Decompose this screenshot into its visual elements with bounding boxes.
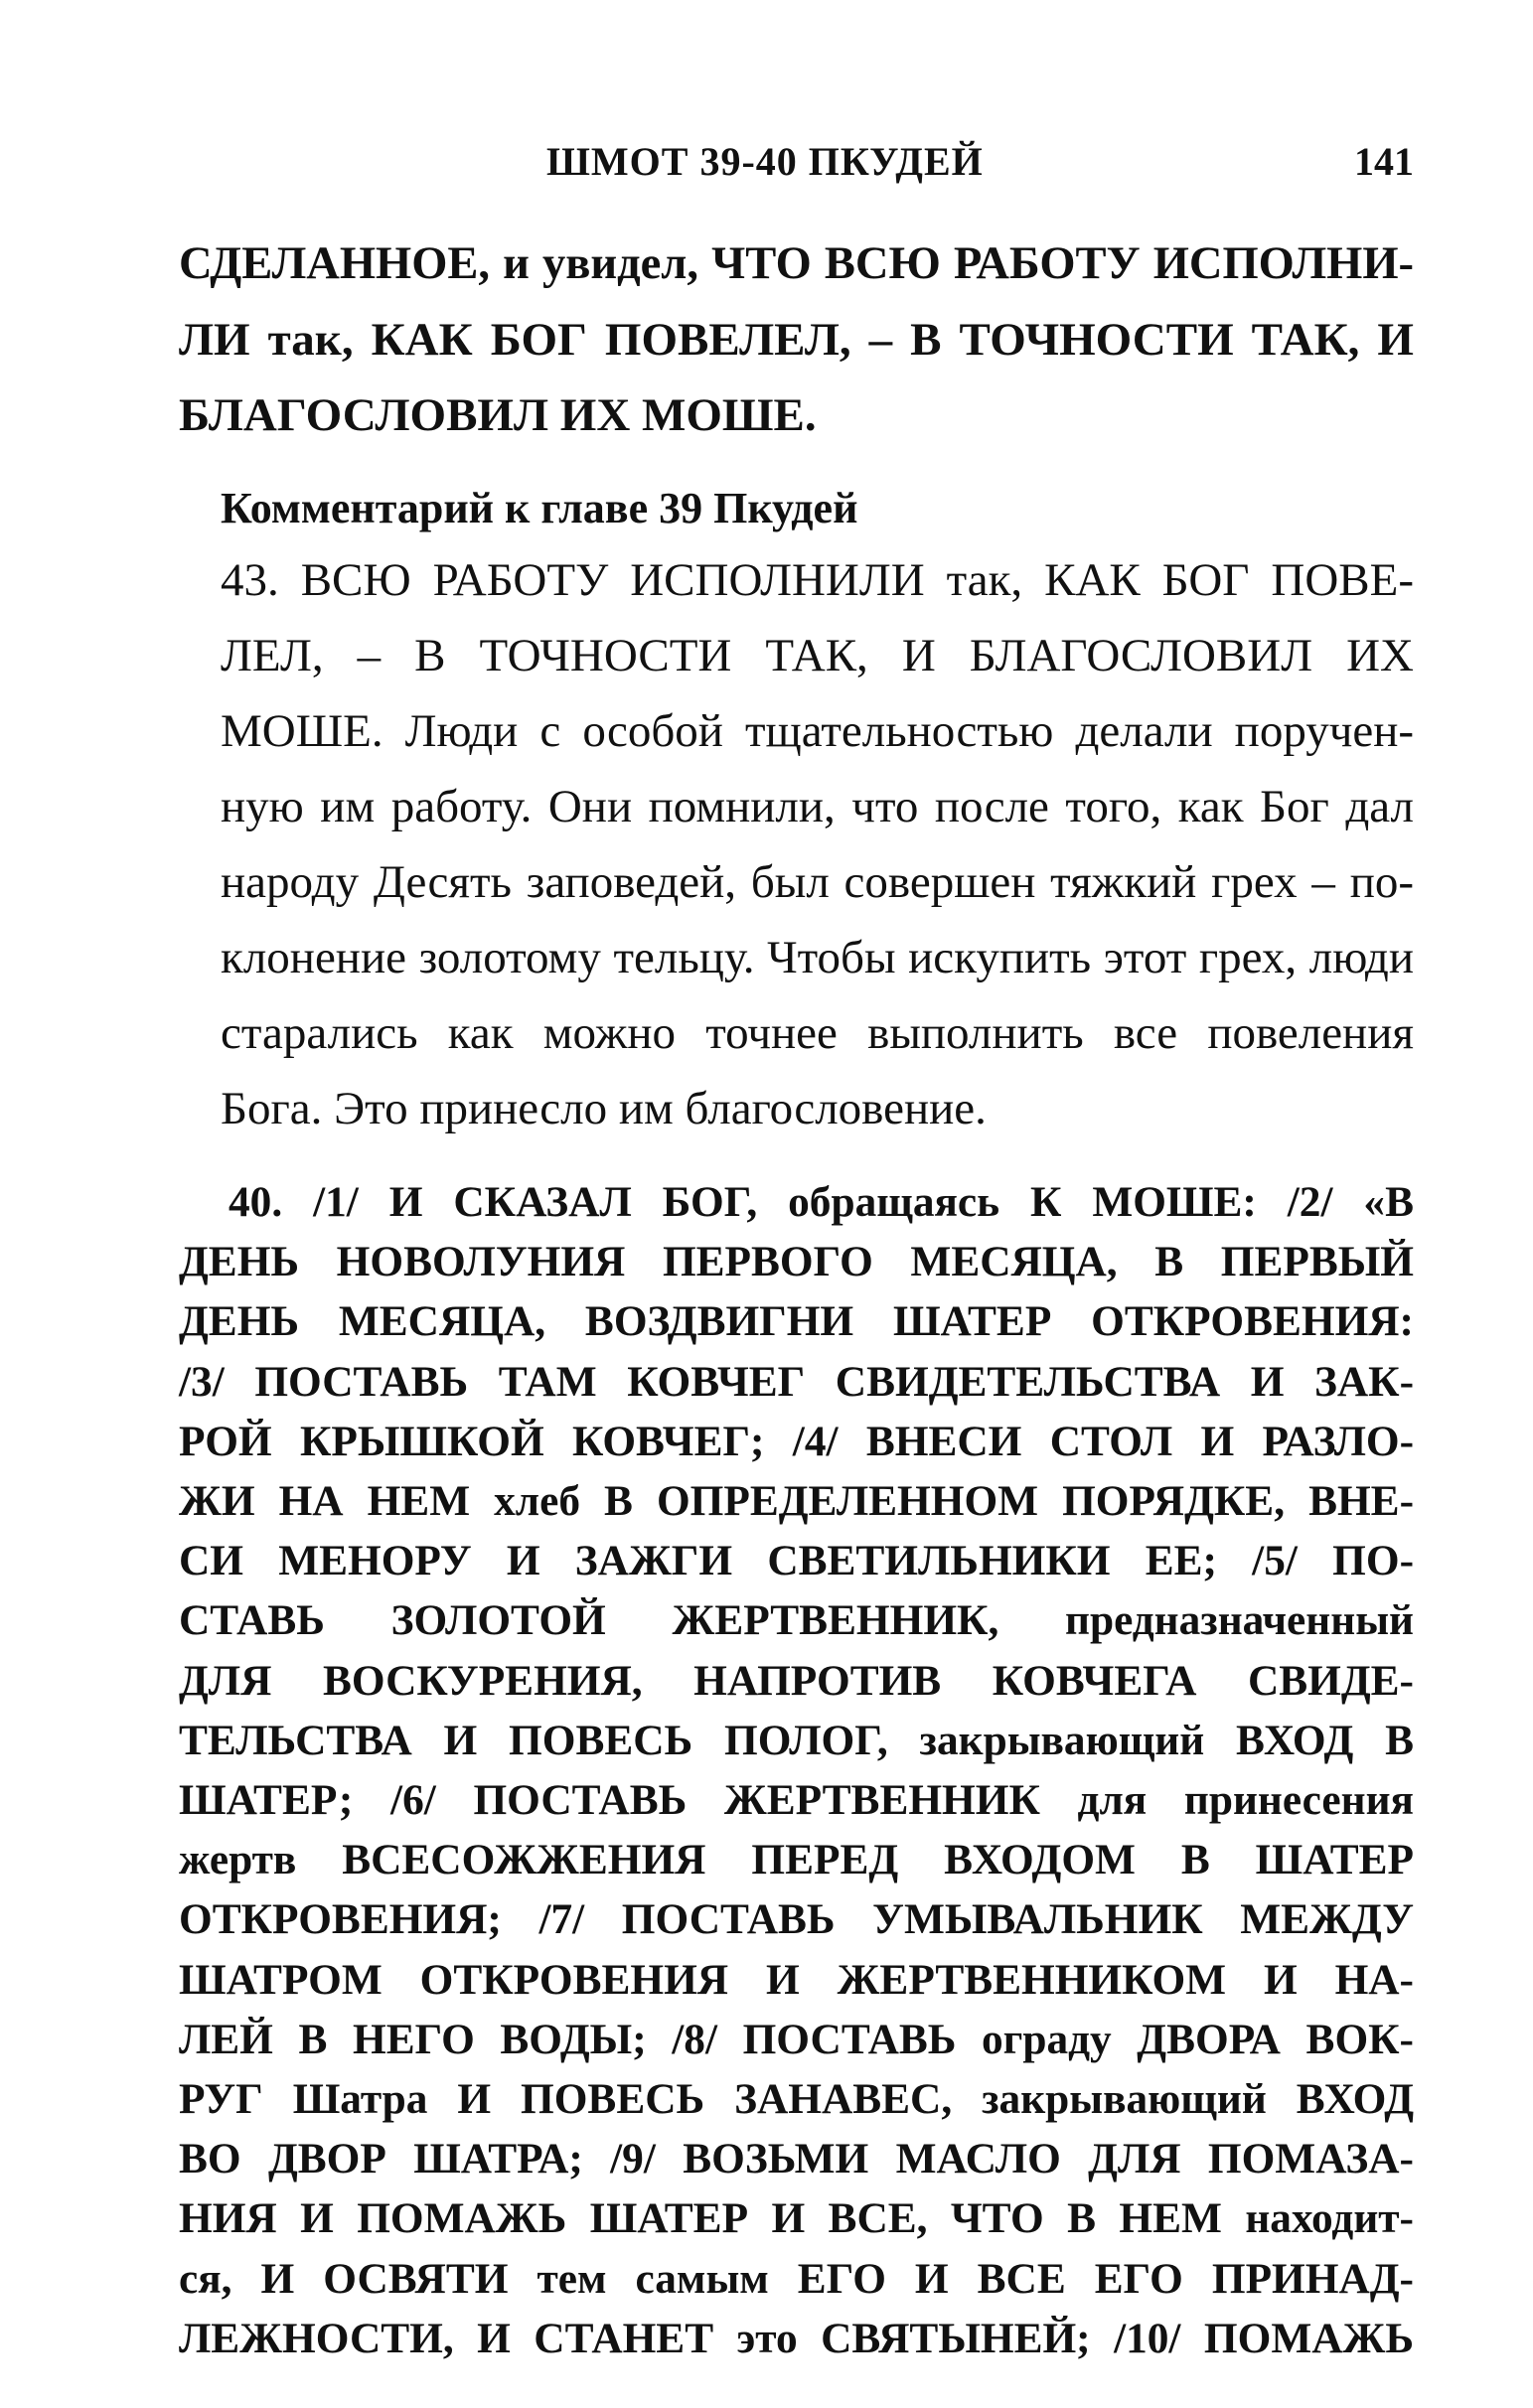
text-line: ся, И ОСВЯТИ тем самым ЕГО И ВСЕ ЕГО ПРИНАД-: [179, 2254, 1414, 2303]
text-line: клонение золотому тельцу. Чтобы искупить этот грех, люди: [221, 932, 1414, 983]
page-number: 141: [1354, 139, 1414, 184]
text-line: СИ МЕНОРУ И ЗАЖГИ СВЕТИЛЬНИКИ ЕЕ; /5/ ПО-: [179, 1537, 1414, 1585]
text-line: 43. ВСЮ РАБОТУ ИСПОЛНИЛИ так, КАК БОГ ПОВЕ-: [221, 554, 1414, 606]
text-line: ДЕНЬ МЕСЯЦА, ВОЗДВИГНИ ШАТЕР ОТКРОВЕНИЯ:: [179, 1297, 1414, 1346]
text-line: СДЕЛАННОЕ, и увидел, ЧТО ВСЮ РАБОТУ ИСПОЛНИ-: [179, 238, 1414, 289]
text-line: БЛАГОСЛОВИЛ ИХ МОШЕ.: [179, 389, 817, 441]
text-line: старались как можно точнее выполнить все повеления: [221, 1007, 1414, 1059]
text-line: /3/ ПОСТАВЬ ТАМ КОВЧЕГ СВИДЕТЕЛЬСТВА И ЗАК-: [179, 1357, 1414, 1406]
text-line: ЛЕЙ В НЕГО ВОДЫ; /8/ ПОСТАВЬ ограду ДВОРА ВОК-: [179, 2015, 1414, 2063]
text-line: ЛИ так, КАК БОГ ПОВЕЛЕЛ, – В ТОЧНОСТИ ТАК, И: [179, 314, 1414, 366]
text-line: СТАВЬ ЗОЛОТОЙ ЖЕРТВЕННИК, предназначенный: [179, 1596, 1414, 1645]
text-line: ОТКРОВЕНИЯ; /7/ ПОСТАВЬ УМЫВАЛЬНИК МЕЖДУ: [179, 1895, 1414, 1944]
text-line: ВО ДВОР ШАТРА; /9/ ВОЗЬМИ МАСЛО ДЛЯ ПОМАЗА-: [179, 2135, 1414, 2183]
text-line: НИЯ И ПОМАЖЬ ШАТЕР И ВСЕ, ЧТО В НЕМ находит-: [179, 2194, 1414, 2243]
running-header: [179, 127, 1414, 197]
text-line: Бога. Это принесло им благословение.: [221, 1083, 987, 1134]
text-line: народу Десять заповедей, был совершен тяжкий грех – по-: [221, 856, 1414, 908]
text-line: ДЛЯ ВОСКУРЕНИЯ, НАПРОТИВ КОВЧЕГА СВИДЕ-: [179, 1656, 1414, 1705]
text-line: РОЙ КРЫШКОЙ КОВЧЕГ; /4/ ВНЕСИ СТОЛ И РАЗЛО-: [179, 1417, 1414, 1465]
text-line: ШАТРОМ ОТКРОВЕНИЯ И ЖЕРТВЕННИКОМ И НА-: [179, 1955, 1414, 2004]
text-line: ЛЕЛ, – В ТОЧНОСТИ ТАК, И БЛАГОСЛОВИЛ ИХ: [221, 630, 1414, 681]
text-line: жертв ВСЕСОЖЖЕНИЯ ПЕРЕД ВХОДОМ В ШАТЕР: [179, 1836, 1414, 1884]
text-line: 40. /1/ И СКАЗАЛ БОГ, обращаясь К МОШЕ: /2/ «В: [229, 1178, 1414, 1226]
commentary-heading: Комментарий к главе 39 Пкудей: [221, 484, 858, 532]
text-line: ную им работу. Они помнили, что после того, как Бог дал: [221, 781, 1414, 832]
text-line: ЛЕЖНОСТИ, И СТАНЕТ это СВЯТЫНЕЙ; /10/ ПОМАЖЬ: [179, 2314, 1414, 2362]
text-line: ТЕЛЬСТВА И ПОВЕСЬ ПОЛОГ, закрывающий ВХОД В: [179, 1716, 1414, 1764]
running-title: ШМОТ 39-40 ПКУДЕЙ: [546, 139, 984, 184]
text-line: ШАТЕР; /6/ ПОСТАВЬ ЖЕРТВЕННИК для принесения: [179, 1776, 1414, 1824]
text-line: ДЕНЬ НОВОЛУНИЯ ПЕРВОГО МЕСЯЦА, В ПЕРВЫЙ: [179, 1238, 1414, 1286]
text-line: РУГ Шатра И ПОВЕСЬ ЗАНАВЕС, закрывающий ВХОД: [179, 2075, 1414, 2123]
text-line: ЖИ НА НЕМ хлеб В ОПРЕДЕЛЕННОМ ПОРЯДКЕ, ВНЕ-: [179, 1477, 1414, 1525]
text-line: МОШЕ. Люди с особой тщательностью делали поручен-: [221, 705, 1414, 757]
